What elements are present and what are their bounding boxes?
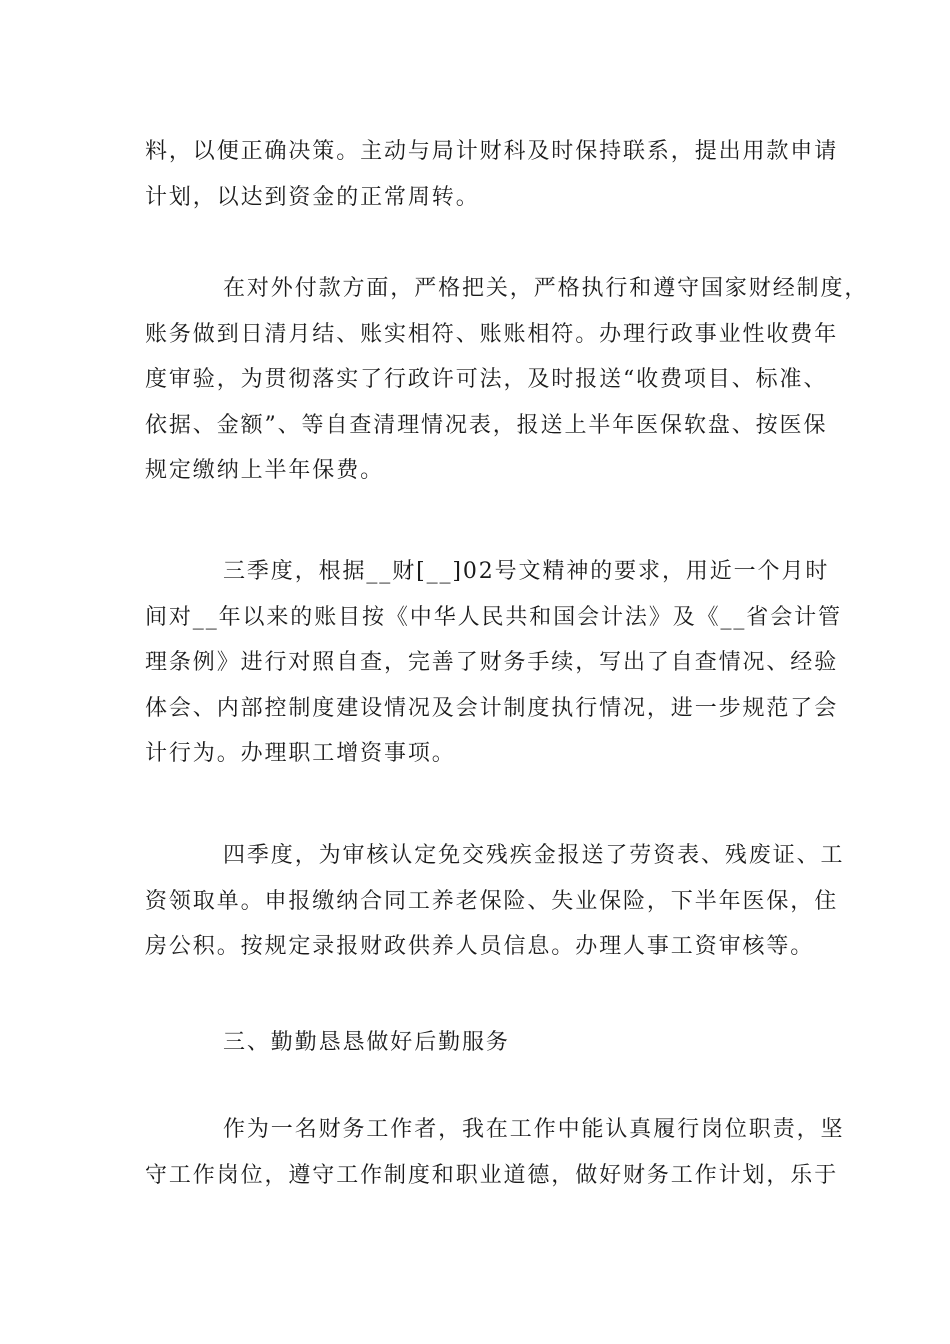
- text-line: 理条例》进行对照自查，完善了财务手续，写出了自查情况、经验: [145, 650, 839, 675]
- text-line: 账务做到日清月结、账实相符、账账相符。办理行政事业性收费年: [145, 322, 839, 347]
- text-line: 规定缴纳上半年保费。: [145, 458, 385, 483]
- text-line: 作为一名财务工作者，我在工作中能认真履行岗位职责，坚: [223, 1117, 845, 1142]
- text-line: 料，以便正确决策。主动与局计财科及时保持联系，提出用款申请: [145, 139, 839, 164]
- text-line: 体会、内部控制度建设情况及会计制度执行情况，进一步规范了会: [145, 696, 839, 721]
- text-line: 房公积。按规定录报财政供养人员信息。办理人事工资审核等。: [145, 934, 815, 959]
- text-line: 资领取单。申报缴纳合同工养老保险、失业保险，下半年医保，住: [145, 889, 839, 914]
- text-line: 间对__年以来的账目按《中华人民共和国会计法》及《__省会计管: [145, 605, 842, 630]
- text-line: 计划，以达到资金的正常周转。: [145, 185, 480, 210]
- text-line: 在对外付款方面，严格把关，严格执行和遵守国家财经制度，: [223, 276, 869, 301]
- text-line: 计行为。办理职工增资事项。: [145, 741, 456, 766]
- text-line: 度审验，为贯彻落实了行政许可法，及时报送“收费项目、标准、: [145, 367, 828, 392]
- text-line: 守工作岗位，遵守工作制度和职业道德，做好财务工作计划，乐于: [145, 1163, 839, 1188]
- text-line: 四季度，为审核认定免交残疾金报送了劳资表、残废证、工: [223, 843, 845, 868]
- text-line: 三季度，根据__财[__]02号文精神的要求，用近一个月时: [223, 559, 830, 584]
- text-line: 依据、金额”、等自查清理情况表，报送上半年医保软盘、按医保: [145, 413, 828, 438]
- section-heading: 三、勤勤恳恳做好后勤服务: [223, 1030, 510, 1055]
